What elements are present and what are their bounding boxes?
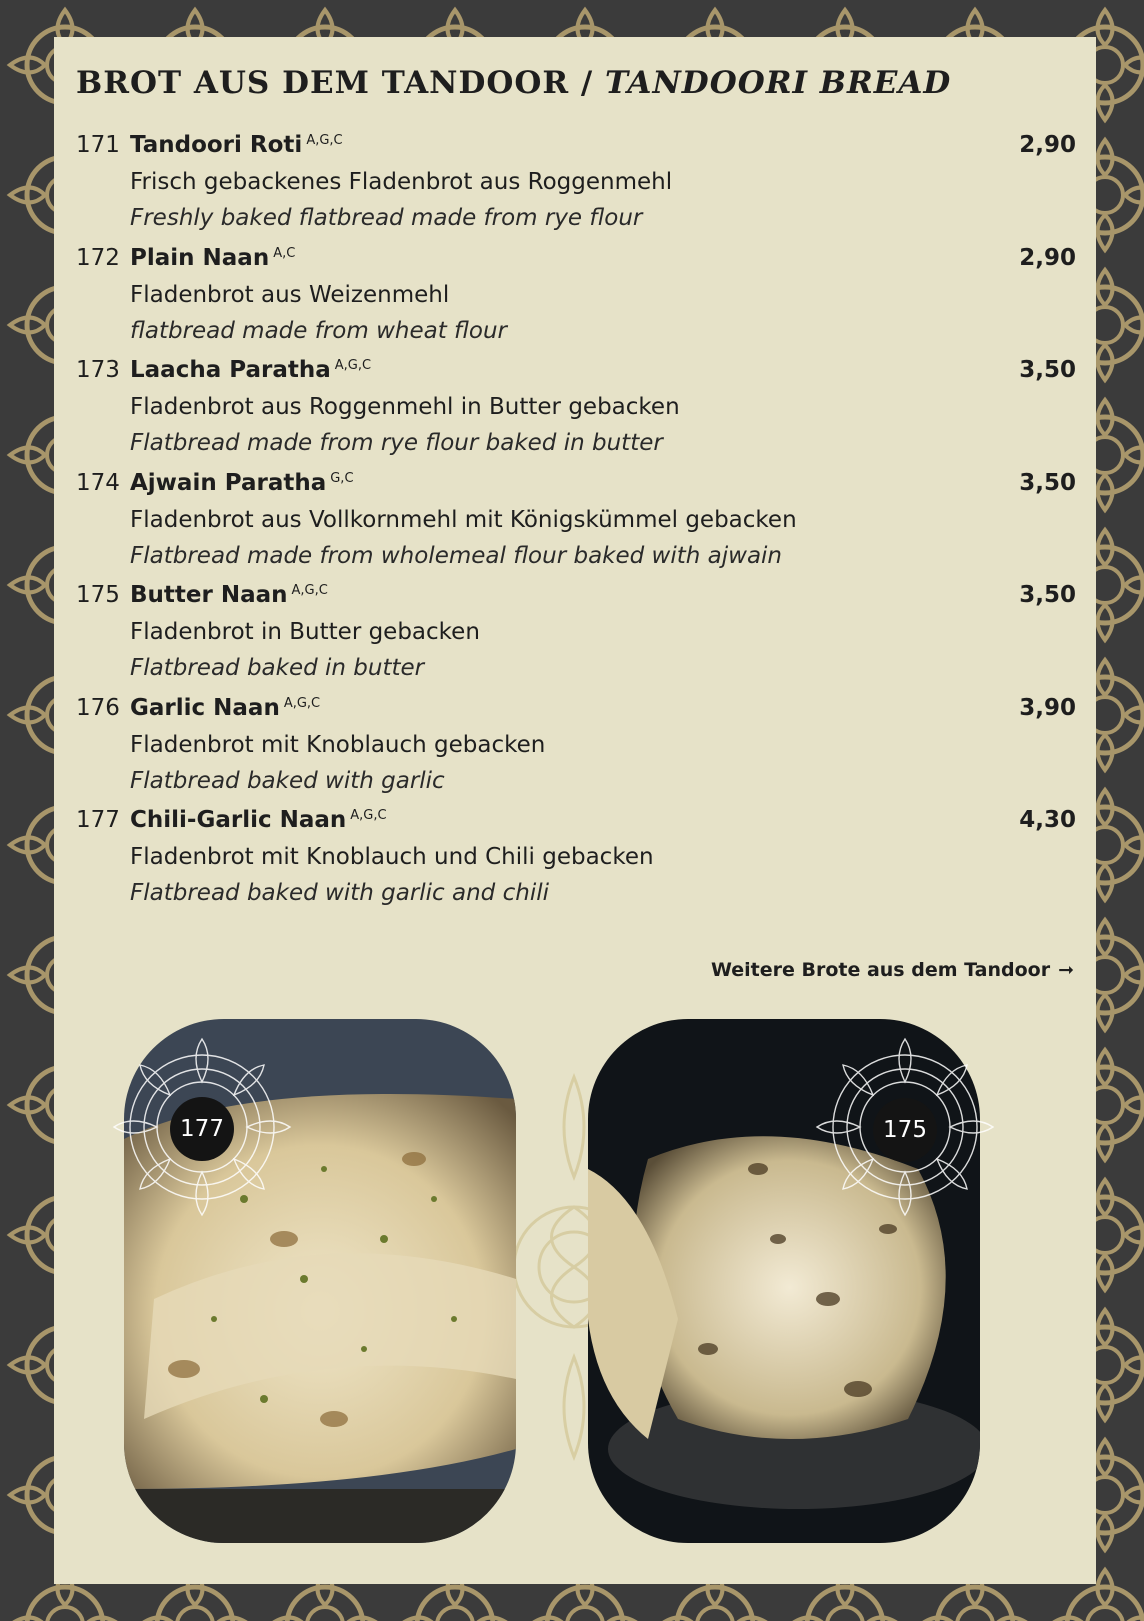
item-description-en: Flatbread baked with garlic and chili: [130, 880, 549, 906]
item-description-de: Fladenbrot aus Weizenmehl: [130, 281, 450, 308]
item-price: 3,50: [1019, 357, 1076, 383]
menu-panel: [54, 37, 1096, 1584]
item-price: 2,90: [1019, 244, 1076, 271]
item-name: Ajwain Paratha: [130, 469, 327, 496]
item-name: Butter Naan: [130, 582, 288, 608]
item-price: 3,90: [1019, 694, 1076, 721]
item-price: 2,90: [1019, 132, 1076, 158]
item-name: Garlic Naan: [130, 694, 280, 721]
item-description-de: Frisch gebackenes Fladenbrot aus Roggenmehl: [130, 169, 673, 195]
section-title-de: BROT AUS DEM TANDOOR /: [76, 65, 606, 101]
section-title-en: TANDOORI BREAD: [605, 65, 952, 101]
item-allergens: A,G,C: [283, 695, 321, 711]
item-price: 3,50: [1019, 469, 1076, 496]
item-name: Plain Naan: [130, 244, 270, 271]
item-number: 177: [76, 807, 120, 833]
item-description-en: Flatbread made from rye flour baked in butter: [130, 430, 663, 456]
item-description-de: Fladenbrot mit Knoblauch und Chili gebacken: [130, 844, 654, 870]
item-number: 171: [76, 132, 120, 158]
menu-item: [76, 470, 1076, 583]
item-description-en: flatbread made from wheat flour: [130, 317, 508, 344]
item-name: Laacha Paratha: [130, 357, 331, 383]
item-description-de: Fladenbrot aus Roggenmehl in Butter gebacken: [130, 394, 680, 420]
more-breads-link[interactable]: [711, 959, 1074, 981]
section-title: [76, 65, 951, 101]
item-description-en: Freshly baked flatbread made from rye flour: [130, 205, 643, 231]
menu-item: [76, 807, 1076, 920]
menu-item: [76, 132, 1076, 245]
item-allergens: A,G,C: [291, 583, 328, 598]
item-name: Chili-Garlic Naan: [130, 807, 347, 833]
item-price: 3,50: [1019, 582, 1076, 608]
item-number: 176: [76, 694, 120, 721]
menu-item: [76, 357, 1076, 470]
item-number: 172: [76, 244, 120, 271]
item-allergens: A,G,C: [350, 808, 387, 823]
menu-item: [76, 582, 1076, 695]
menu-item: [76, 695, 1076, 808]
item-allergens: A,G,C: [334, 358, 372, 373]
item-description-de: Fladenbrot mit Knoblauch gebacken: [130, 731, 546, 758]
item-price: 4,30: [1019, 807, 1076, 833]
photo-badge: 175: [873, 1098, 937, 1162]
item-number: 175: [76, 582, 120, 608]
item-description-en: Flatbread made from wholemeal flour baked with ajwain: [130, 542, 783, 569]
item-allergens: A,G,C: [306, 133, 343, 148]
item-number: 174: [76, 469, 120, 496]
item-description-en: Flatbread baked in butter: [130, 655, 425, 681]
arrow-right-icon: ➞: [1058, 959, 1074, 981]
more-breads-label: Weitere Brote aus dem Tandoor: [710, 959, 1051, 981]
item-allergens: G,C: [330, 470, 354, 486]
item-allergens: A,C: [273, 245, 296, 261]
photo-badge: 177: [170, 1097, 234, 1161]
item-description-de: Fladenbrot in Butter gebacken: [130, 619, 480, 645]
item-description-de: Fladenbrot aus Vollkornmehl mit Königskümmel gebacken: [130, 506, 797, 533]
item-description-en: Flatbread baked with garlic: [130, 767, 445, 794]
menu-list: [76, 132, 1076, 920]
item-number: 173: [76, 357, 120, 383]
menu-item: [76, 245, 1076, 358]
item-name: Tandoori Roti: [130, 132, 303, 158]
